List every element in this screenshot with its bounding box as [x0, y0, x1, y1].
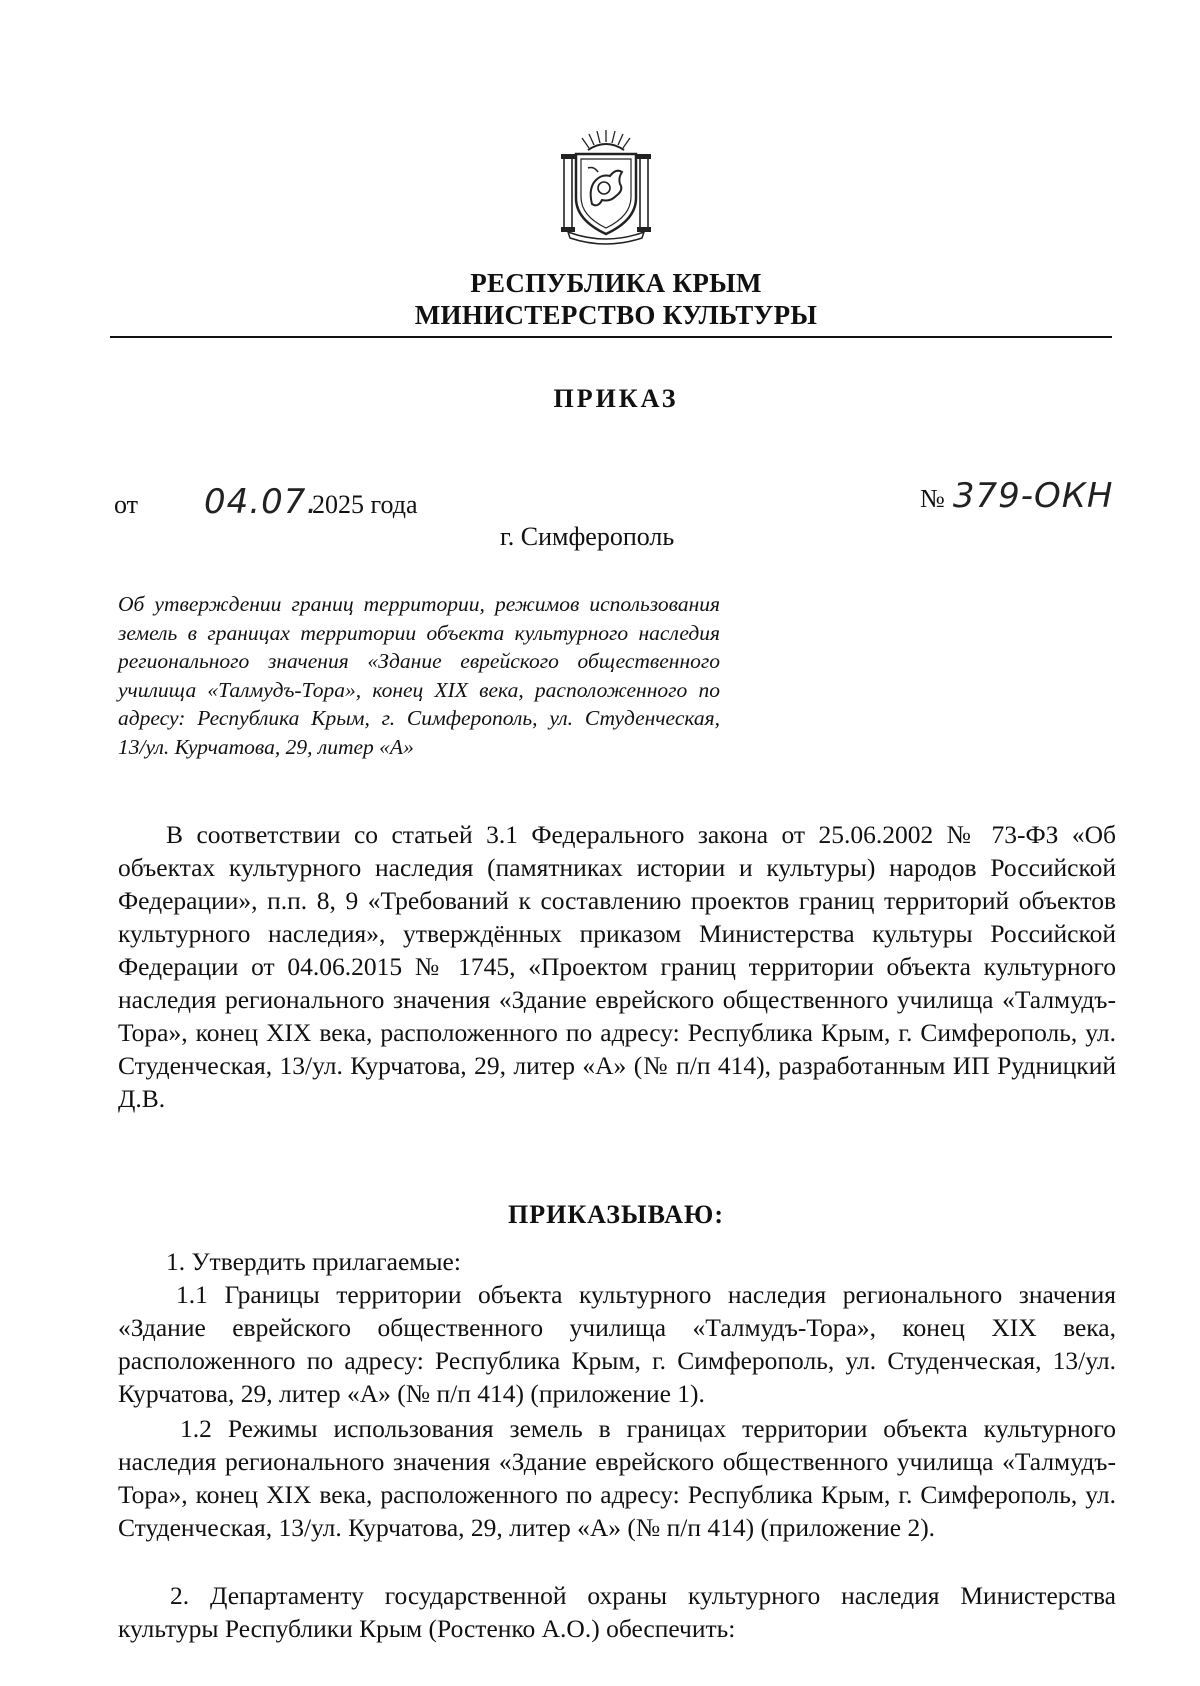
date-year: 2025 года [312, 490, 418, 519]
coat-of-arms-icon [558, 128, 654, 246]
subject-last-line: 13/ул. Курчатова, 29, литер «А» [118, 734, 414, 759]
item-1: 1. Утвердить прилагаемые: [166, 1247, 461, 1276]
item-2: 2. Департаменту государственной охраны культурного наследия Министерства культуры Республики Крым (Ростенко А.О.) обеспечить: [118, 1581, 1116, 1643]
subject-text: Об утверждении границ территории, режимов использования земель в границах территории объекта культурного наследия регионального значения «Здание еврейского общественного училища «Талмудъ-Тора», конец XIX века, расположенного по адресу: Республика Крым, г. Симферополь, ул. Студенческая, [118, 592, 720, 730]
org-ministry: МИНИСТЕРСТВО КУЛЬТУРЫ [414, 300, 818, 330]
command-heading: ПРИКАЗЫВАЮ: [508, 1200, 724, 1229]
order-date [114, 482, 418, 522]
org-republic: РЕСПУБЛИКА КРЫМ [470, 268, 762, 298]
number-handwritten: 379-ОКН [952, 476, 1114, 516]
item-1-2: 1.2 Режимы использования земель в границах территории объекта культурного наследия регионального значения «Здание еврейского общественного училища «Талмудъ-Тора», конец XIX века, расположенного по адресу: Республика Крым, г. Симферополь, ул. Студенческая, 13/ул. Курчатова, 29, литер «А» (№ п/п 414) (приложение 2). [118, 1414, 1116, 1542]
order-subject [118, 590, 720, 761]
preamble-paragraph: В соответствии со статьей 3.1 Федерального закона от 25.06.2002 № 73-ФЗ «Об объектах культурного наследия (памятниках истории и культуры) народов Российской Федерации», п.п. 8, 9 «Требований к составлению проектов границ территорий объектов культурного наследия», утверждённых приказом Министерства культуры Российской Федерации от 04.06.2015 № 1745, «Проектом границ территории объекта культурного наследия регионального значения «Здание еврейского общественного училища «Талмудъ-Тора», конец XIX века, расположенного по адресу: Республика Крым, г. Симферополь, ул. Студенческая, 13/ул. Курчатова, 29, литер «А» (№ п/п 414), разработанным ИП Рудницкий Д.В. [118, 820, 1116, 1113]
item-1-1: 1.1 Границы территории объекта культурного наследия регионального значения «Здание еврейского общественного училища «Талмудъ-Тора», конец XIX века, расположенного по адресу: Республика Крым, г. Симферополь, ул. Студенческая, 13/ул. Курчатова, 29, литер «А» (№ п/п 414) (приложение 1). [118, 1280, 1116, 1408]
order-number [920, 476, 1113, 516]
city: г. Симферополь [500, 522, 675, 551]
date-prefix: от [114, 490, 139, 519]
date-handwritten: 04.07. [204, 482, 319, 522]
document-type-title: ПРИКАЗ [553, 384, 679, 413]
number-prefix: № [920, 484, 945, 513]
header-divider [110, 336, 1112, 338]
